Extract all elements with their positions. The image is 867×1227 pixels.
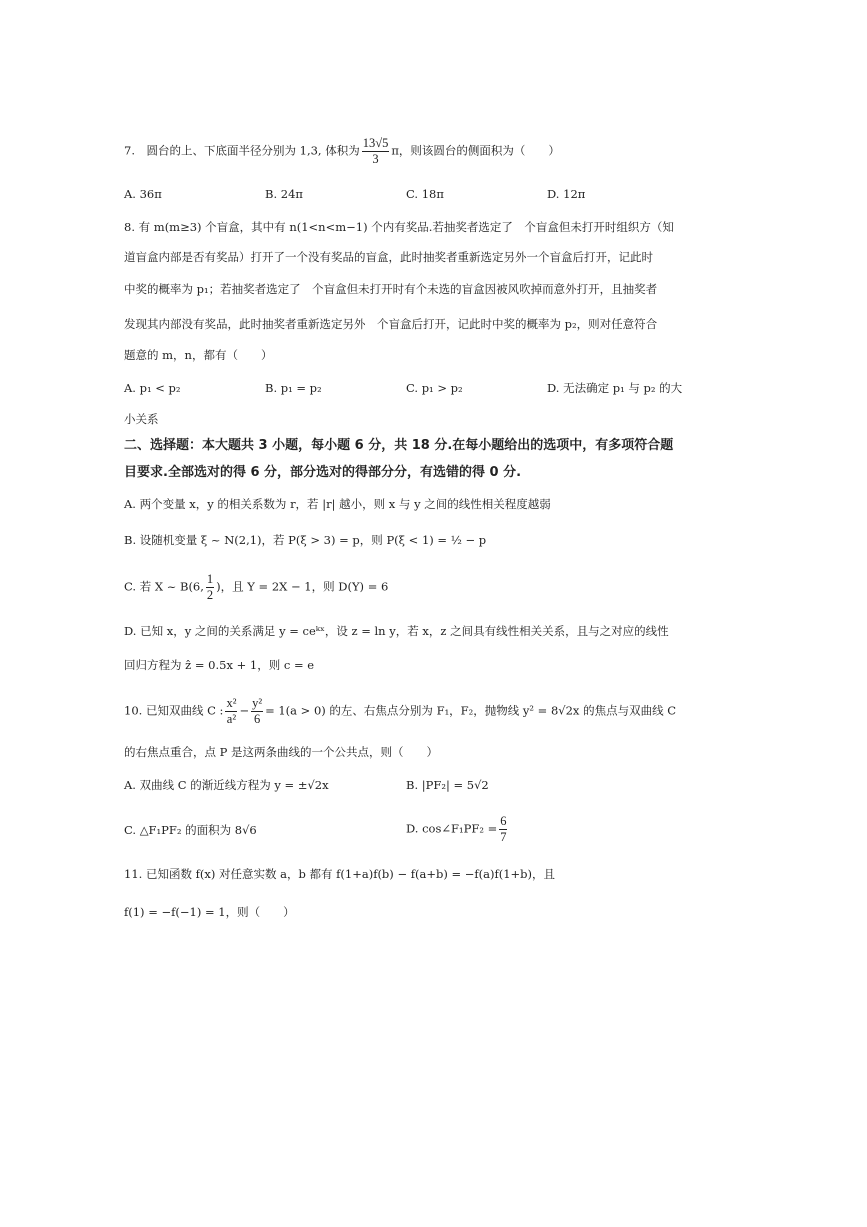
q8-option-b: B. p₁ = p₂: [265, 381, 322, 395]
q8-line-3: 中奖的概率为 p₁；若抽奖者选定了 个盲盒但未打开时有个未选的盲盒因被风吹掉而意外打开，且抽奖者: [124, 282, 658, 296]
q9-option-d-line-1: D. 已知 x，y 之间的关系满足 y = ceᵏˣ，设 z = ln y，若 x，z 之间具有线性相关关系，且与之对应的线性: [124, 624, 669, 638]
q8-line-1: 8. 有 m(m≥3) 个盲盒，其中有 n(1<n<m−1) 个内有奖品.若抽奖者选定了 个盲盒但未打开时组织方（知: [124, 220, 674, 234]
q7-option-a: A. 36π: [124, 187, 162, 201]
q7-vol-num: 13√5: [362, 136, 389, 150]
q10-option-b: B. |PF₂| = 5√2: [406, 778, 489, 792]
q9-option-c-fraction: [206, 572, 214, 603]
q10-option-d-fraction: [499, 814, 507, 845]
q9-option-d-line-2: 回归方程为 ẑ = 0.5x + 1，则 c = e: [124, 658, 315, 672]
q8-option-d: D. 无法确定 p₁ 与 p₂ 的大: [547, 381, 683, 395]
q7-option-c: C. 18π: [406, 187, 444, 201]
q10-minus: −: [239, 703, 250, 718]
q10-f1-den: a²: [226, 712, 237, 726]
q10-stem-a: 10. 已知双曲线 C :: [124, 703, 224, 718]
q10-d-num: 6: [500, 814, 507, 828]
q10-stem-b: = 1(a > 0) 的左、右焦点分别为 F₁，F₂，抛物线 y² = 8√2x 的焦点与双曲线 C: [265, 703, 677, 718]
q7-vol-den: 3: [372, 152, 379, 166]
q10-line-2: 的右焦点重合，点 P 是这两条曲线的一个公共点，则（ ）: [124, 745, 439, 759]
q9-option-c: [124, 572, 388, 603]
q8-line-2: 道盲盒内部是否有奖品）打开了一个没有奖品的盲盒，此时抽奖者重新选定另外一个盲盒后打开，记此时: [124, 250, 653, 264]
q11-line-2: f(1) = −f(−1) = 1，则（ ）: [124, 905, 295, 919]
q11-line-1: 11. 已知函数 f(x) 对任意实数 a，b 都有 f(1+a)f(b) − f(a+b) = −f(a)f(1+b)，且: [124, 867, 556, 881]
q7-option-b: B. 24π: [265, 187, 303, 201]
q10-option-a: A. 双曲线 C 的渐近线方程为 y = ±√2x: [124, 778, 329, 792]
q10-f2-num: y²: [252, 696, 263, 710]
section2-heading-2: 目要求.全部选对的得 6 分，部分选对的得部分分，有选错的得 0 分.: [124, 465, 522, 480]
q7-volume-fraction: [362, 136, 390, 167]
q8-option-d-cont: 小关系: [124, 412, 159, 426]
q10-option-d-a: D. cos∠F₁PF₂ =: [406, 821, 498, 836]
q9-option-c-a: C. 若 X ~ B(6,: [124, 579, 204, 594]
q9-c-num: 1: [206, 572, 214, 586]
q7-stem-a: 7. 圆台的上、下底面半径分别为 1,3, 体积为: [124, 143, 360, 158]
q10-d-den: 7: [500, 830, 507, 844]
q8-option-a: A. p₁ < p₂: [124, 381, 181, 395]
q8-line-5: 题意的 m，n，都有（ ）: [124, 348, 273, 362]
q7-option-d: D. 12π: [547, 187, 586, 201]
q10-fraction-x: [225, 696, 237, 727]
q8-line-4: 发现其内部没有奖品，此时抽奖者重新选定另外 个盲盒后打开，记此时中奖的概率为 p₂，则对任意符合: [124, 317, 658, 331]
section2-heading-1: 二、选择题：本大题共 3 小题，每小题 6 分，共 18 分.在每小题给出的选项中，有多项符合题: [124, 438, 674, 453]
q10-stem: [124, 696, 676, 727]
q7-stem-b: π，则该圆台的侧面积为（ ）: [391, 143, 560, 158]
q10-fraction-y: [251, 696, 263, 727]
q10-f2-den: 6: [253, 712, 261, 726]
q9-c-den: 2: [206, 588, 214, 602]
q8-option-c: C. p₁ > p₂: [406, 381, 463, 395]
q9-option-c-b: )，且 Y = 2X − 1，则 D(Y) = 6: [216, 579, 389, 594]
q7-stem: [124, 136, 560, 167]
q9-option-a: A. 两个变量 x，y 的相关系数为 r，若 |r| 越小，则 x 与 y 之间的线性相关程度越弱: [124, 497, 551, 511]
q10-f1-num: x²: [226, 696, 237, 710]
q10-option-c: C. △F₁PF₂ 的面积为 8√6: [124, 823, 257, 837]
q9-option-b: B. 设随机变量 ξ ~ N(2,1)，若 P(ξ > 3) = p，则 P(ξ < 1) = ½ − p: [124, 533, 487, 547]
q10-option-d: [406, 814, 509, 845]
